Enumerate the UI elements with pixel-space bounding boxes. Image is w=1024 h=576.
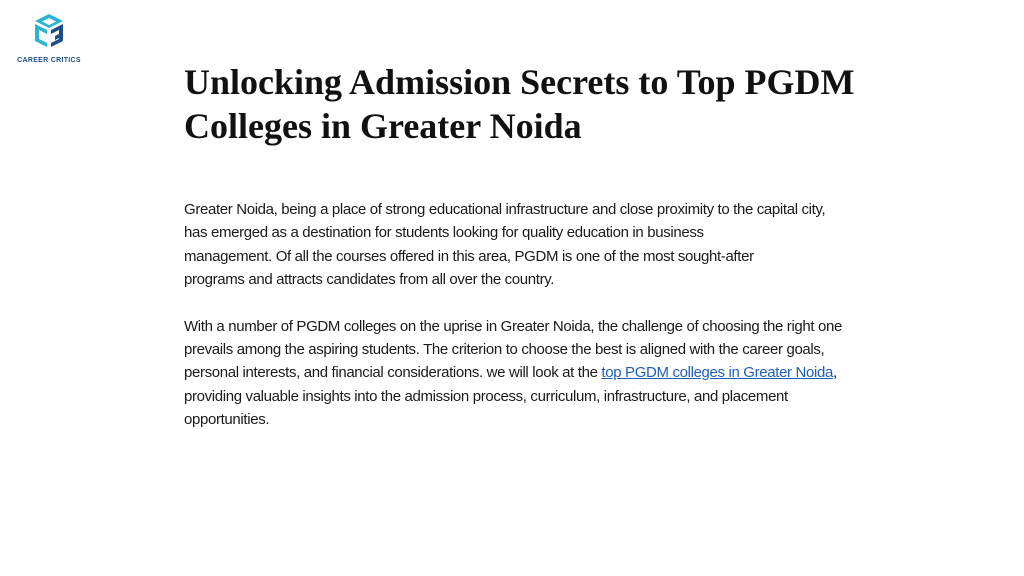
brand-logo	[8, 12, 90, 70]
title-line-2: Colleges in Greater Noida	[184, 106, 582, 146]
p2-line-1: With a number of PGDM colleges on the uprise in Greater Noida, the challenge of choosing the right one	[184, 317, 843, 335]
paragraph-1	[184, 198, 924, 292]
p2-line-3-after-link: ,	[832, 364, 837, 382]
article-body	[184, 198, 924, 432]
p1-line-2: has emerged as a destination for students looking for quality education in business	[184, 224, 704, 242]
p1-line-3: management. Of all the courses offered in this area, PGDM is one of the most sought-after	[184, 247, 754, 265]
paragraph-2	[184, 315, 924, 432]
career-critics-logo-icon	[30, 12, 68, 52]
p2-line-3-before-link: personal interests, and financial considerations. we will look at the	[184, 364, 602, 382]
page-title	[184, 60, 944, 148]
p2-line-4: providing valuable insights into the admission process, curriculum, infrastructure, and placement	[184, 387, 788, 405]
p1-line-1: Greater Noida, being a place of strong educational infrastructure and close proximity to the capital city,	[184, 201, 826, 218]
brand-name: CAREER CRITICS	[17, 57, 81, 64]
p2-line-2: prevails among the aspiring students. The criterion to choose the best is aligned with the career goals,	[184, 341, 825, 359]
title-line-1: Unlocking Admission Secrets to Top PGDM	[184, 62, 855, 102]
p1-line-4: programs and attracts candidates from all over the country.	[184, 271, 555, 289]
p2-line-5: opportunities.	[184, 411, 270, 429]
pgdm-colleges-link[interactable]: top PGDM colleges in Greater Noida	[601, 364, 833, 382]
